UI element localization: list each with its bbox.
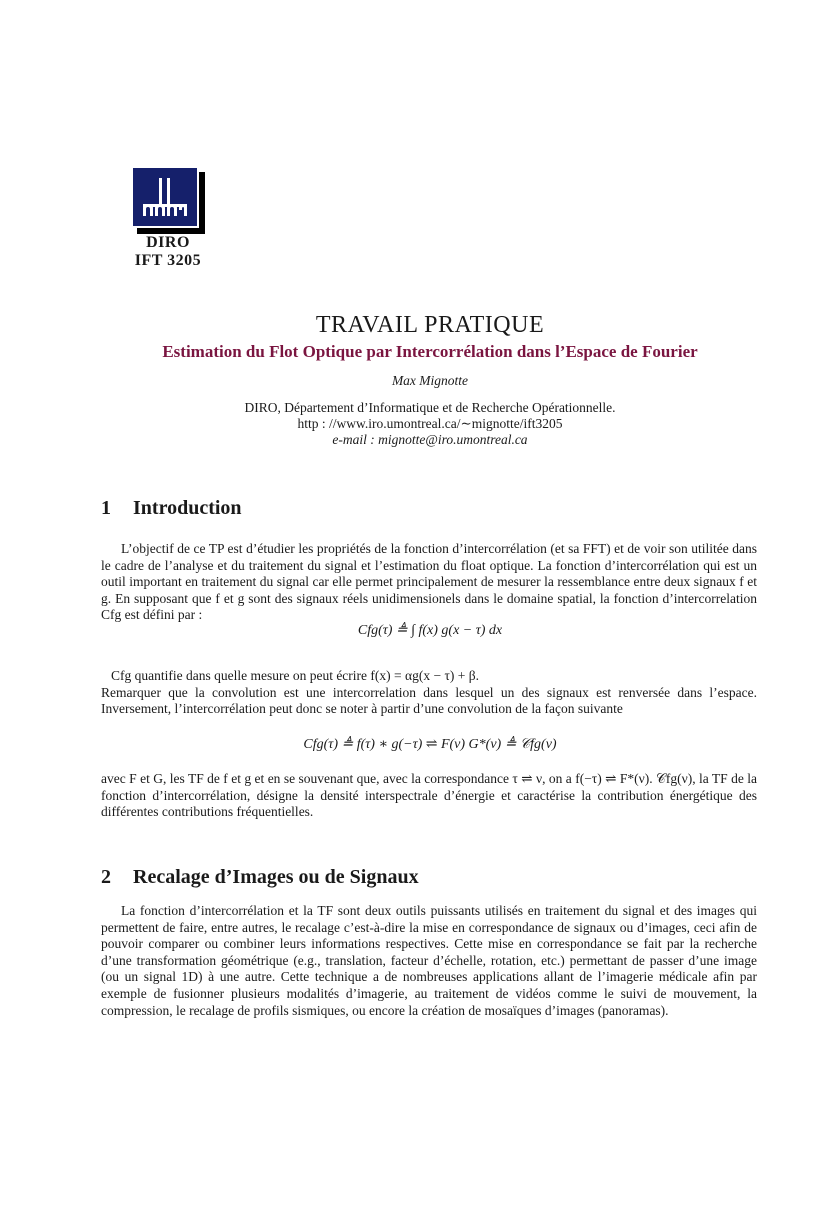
paragraph-text: Cfg quantifie dans quelle mesure on peut écrire f(x) = αg(x − τ) + β. [111,668,479,683]
section-number: 2 [101,866,111,888]
affiliation-url: http : //www.iro.umontreal.ca/∼mignotte/ift3205 [297,416,563,431]
section-heading-recalage [101,866,419,889]
section-number: 1 [101,497,111,519]
author-name: Max Mignotte [391,373,469,388]
body-paragraph [101,771,757,821]
body-paragraph [101,668,757,718]
affiliation-email: e-mail : mignotte@iro.umontreal.ca [332,432,528,447]
equation-intercorrelation: Cfg(τ) ≜ ∫ f(x) g(x − τ) dx [357,623,503,638]
page-subtitle: Estimation du Flot Optique par Intercorrélation dans l’Espace de Fourier [162,342,698,361]
section-heading-introduction [101,497,242,520]
institution-header [118,234,218,270]
equation-convolution: Cfg(τ) ≜ f(τ) ∗ g(−τ) ⇌ F(ν) G*(ν) ≜ 𝒞fg(ν) [303,737,557,752]
body-paragraph [101,541,757,624]
body-paragraph [101,903,757,1019]
paragraph-text: La fonction d’intercorrélation et la TF sont deux outils puissants utilisés en traitement du signal et des images qui permettent de faire, entre autres, le recalage c’est-à-dire la mise en correspondance de signaux ou d’images, ceci afin de pouvoir comparer ou combiner leurs informations respectives. Cette mise en correspondance se fait par la recherche d’une transformation géométrique (e.g., translation, facteur d’échelle, rotation, etc.) permettant de passer d’une image (ou un signal 1D) à une autre. Cette technique a de nombreuses applications allant de l’imagerie médicale afin par exemple de fusionner plusieurs modalités d’imagerie, au traitement de vidéos comme le suivi de mouvement, la compression, le recalage de profils sismiques, ou encore la création de mosaïques d’images (panoramas). [101,903,757,1018]
paragraph-text: L’objectif de ce TP est d’étudier les propriétés de la fonction d’intercorrélation (et sa FFT) et de voir son utilitée dans le cadre de l’analyse et du traitement du signal et l’estimation du float optique. La fonction d’intercorrélation qui est un outil important en traitement du signal car elle permet principalement de mesurer la ressemblance entre deux signaux f et g. En supposant que f et g sont des signaux réels unidimensionels dans le domaine spatial, la fonction d’intercorrelation Cfg est défini par : [101,541,757,623]
section-title: Introduction [133,497,242,519]
course-code: IFT 3205 [134,252,202,269]
diro-logo-icon [131,166,205,234]
paragraph-text: avec F et G, les TF de f et g et en se souvenant que, avec la correspondance τ ⇌ ν, on a f(−τ) ⇌ F*(ν). 𝒞fg(ν), la TF de la fonction d’intercorrélation, désigne la densité interspectrale d’énergie et caractérise la contribution énergétique des différentes contributions fréquentielles. [101,771,757,820]
page-title: TRAVAIL PRATIQUE [315,312,545,338]
section-title: Recalage d’Images ou de Signaux [133,866,419,888]
institution-name: DIRO [146,234,190,251]
paragraph-text: Remarquer que la convolution est une intercorrelation dans lesquel un des signaux est renversée dans l’espace. Inversement, l’intercorrélation peut donc se noter à partir d’une convolution de la façon suivante [101,684,757,717]
affiliation-line: DIRO, Département d’Informatique et de Recherche Opérationnelle. [244,400,616,415]
